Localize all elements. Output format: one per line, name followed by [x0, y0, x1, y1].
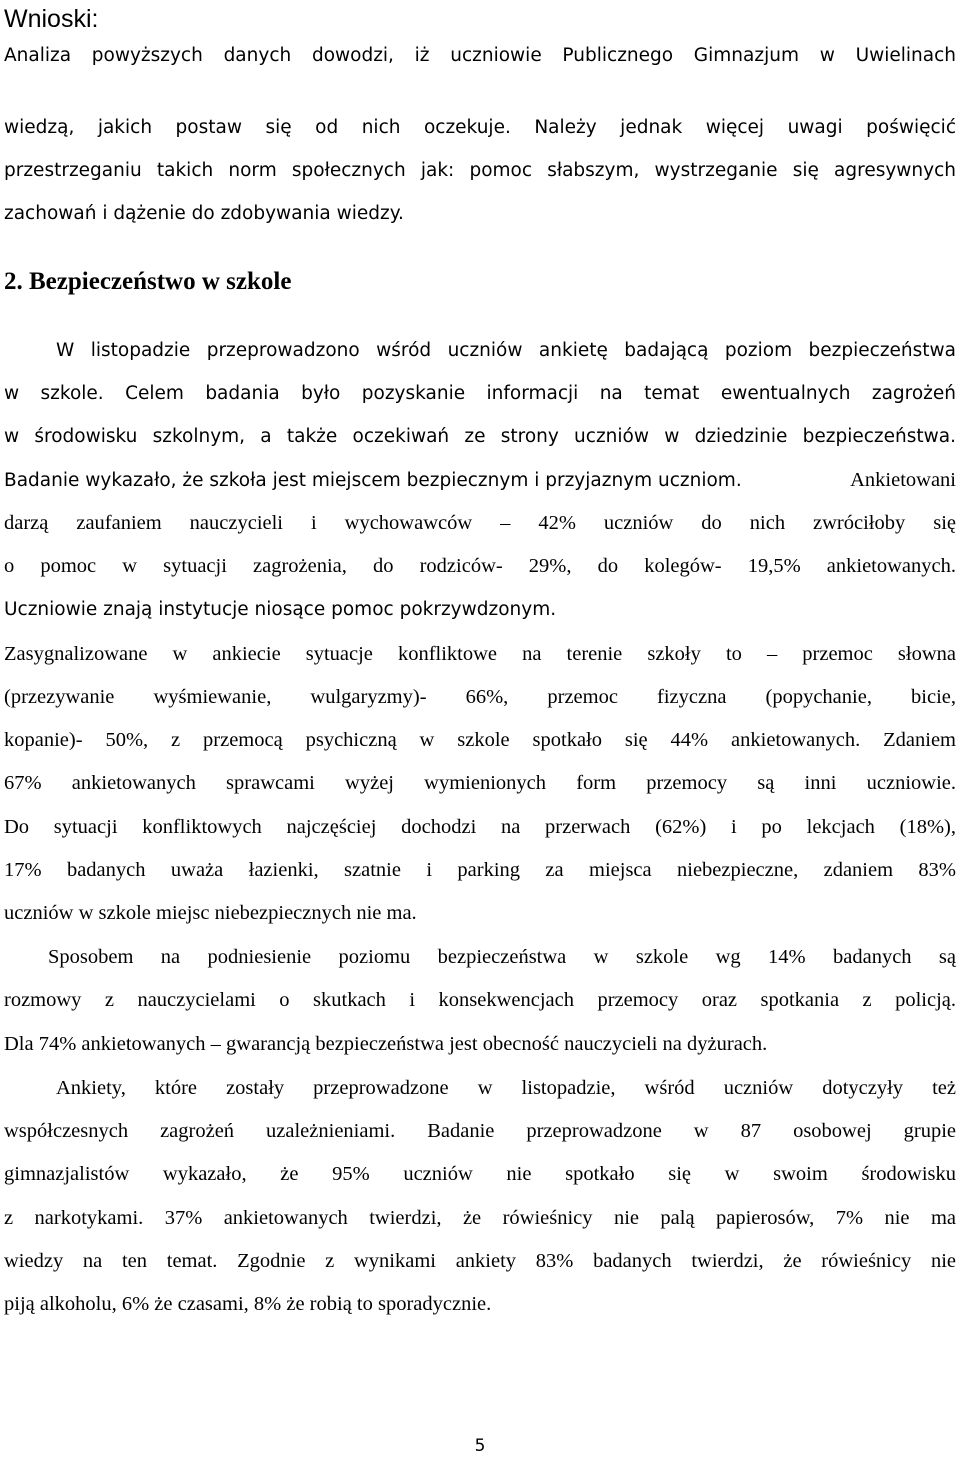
paragraph-line: gimnazjalistów wykazało, że 95% uczniów nie spotkało się w swoim środowisku	[4, 1163, 956, 1185]
paragraph-line: w środowisku szkolnym, a także oczekiwań ze strony uczniów w dziedzinie bezpieczeństwa.	[4, 426, 956, 447]
paragraph-line: w szkole. Celem badania było pozyskanie informacji na temat ewentualnych zagrożeń	[4, 383, 956, 404]
section-title: Wnioski:	[4, 5, 99, 33]
paragraph-line: kopanie)- 50%, z przemocą psychiczną w szkole spotkało się 44% ankietowanych. Zdaniem	[4, 729, 956, 751]
paragraph-line: Badanie wykazało, że szkoła jest miejscem bezpiecznym i przyjaznym uczniom.	[4, 470, 742, 491]
paragraph-line: Sposobem na podniesienie poziomu bezpieczeństwa w szkole wg 14% badanych są	[48, 946, 956, 968]
paragraph-line: rozmowy z nauczycielami o skutkach i konsekwencjach przemocy oraz spotkania z policją.	[4, 989, 956, 1011]
paragraph-line: współczesnych zagrożeń uzależnieniami. Badanie przeprowadzone w 87 osobowej grupie	[4, 1120, 956, 1142]
paragraph-line: wiedzy na ten temat. Zgodnie z wynikami ankiety 83% badanych twierdzi, że rówieśnicy nie	[4, 1250, 956, 1272]
paragraph-line: (przezywanie wyśmiewanie, wulgaryzmy)- 66%, przemoc fizyczna (popychanie, bicie,	[4, 686, 956, 708]
conclusion-line: przestrzeganiu takich norm społecznych jak: pomoc słabszym, wystrzeganie się agresywnych	[4, 160, 956, 181]
paragraph-line: o pomoc w sytuacji zagrożenia, do rodziców- 29%, do kolegów- 19,5% ankietowanych.	[4, 555, 956, 577]
paragraph-line: Ankiety, które zostały przeprowadzone w listopadzie, wśród uczniów dotyczyły też	[56, 1077, 956, 1099]
paragraph-line: z narkotykami. 37% ankietowanych twierdzi, że rówieśnicy nie palą papierosów, 7% nie ma	[4, 1207, 956, 1229]
paragraph-line: Zasygnalizowane w ankiecie sytuacje konfliktowe na terenie szkoły to – przemoc słowna	[4, 643, 956, 665]
conclusion-line: zachowań i dążenie do zdobywania wiedzy.	[4, 203, 404, 224]
section-heading: 2. Bezpieczeństwo w szkole	[4, 268, 292, 295]
paragraph-line: uczniów w szkole miejsc niebezpiecznych nie ma.	[4, 902, 417, 924]
paragraph-line: Uczniowie znają instytucje niosące pomoc pokrzywdzonym.	[4, 599, 557, 620]
paragraph-line: Dla 74% ankietowanych – gwarancją bezpieczeństwa jest obecność nauczycieli na dyżurach.	[4, 1033, 768, 1055]
paragraph-line: Ankietowani	[850, 469, 956, 491]
paragraph-line: 67% ankietowanych sprawcami wyżej wymienionych form przemocy są inni uczniowie.	[4, 772, 956, 794]
paragraph-line: darzą zaufaniem nauczycieli i wychowawców – 42% uczniów do nich zwróciłoby się	[4, 512, 956, 534]
conclusion-line: Analiza powyższych danych dowodzi, iż uczniowie Publicznego Gimnazjum w Uwielinach	[4, 45, 956, 66]
paragraph-line: 17% badanych uważa łazienki, szatnie i parking za miejsca niebezpieczne, zdaniem 83%	[4, 859, 956, 881]
paragraph-line: W listopadzie przeprowadzono wśród uczniów ankietę badającą poziom bezpieczeństwa	[56, 340, 956, 361]
page-number: 5	[474, 1436, 486, 1456]
conclusion-line: wiedzą, jakich postaw się od nich oczekuje. Należy jednak więcej uwagi poświęcić	[4, 117, 956, 138]
paragraph-line: piją alkoholu, 6% że czasami, 8% że robią to sporadycznie.	[4, 1293, 492, 1315]
paragraph-line: Do sytuacji konfliktowych najczęściej dochodzi na przerwach (62%) i po lekcjach (18%),	[4, 816, 956, 838]
